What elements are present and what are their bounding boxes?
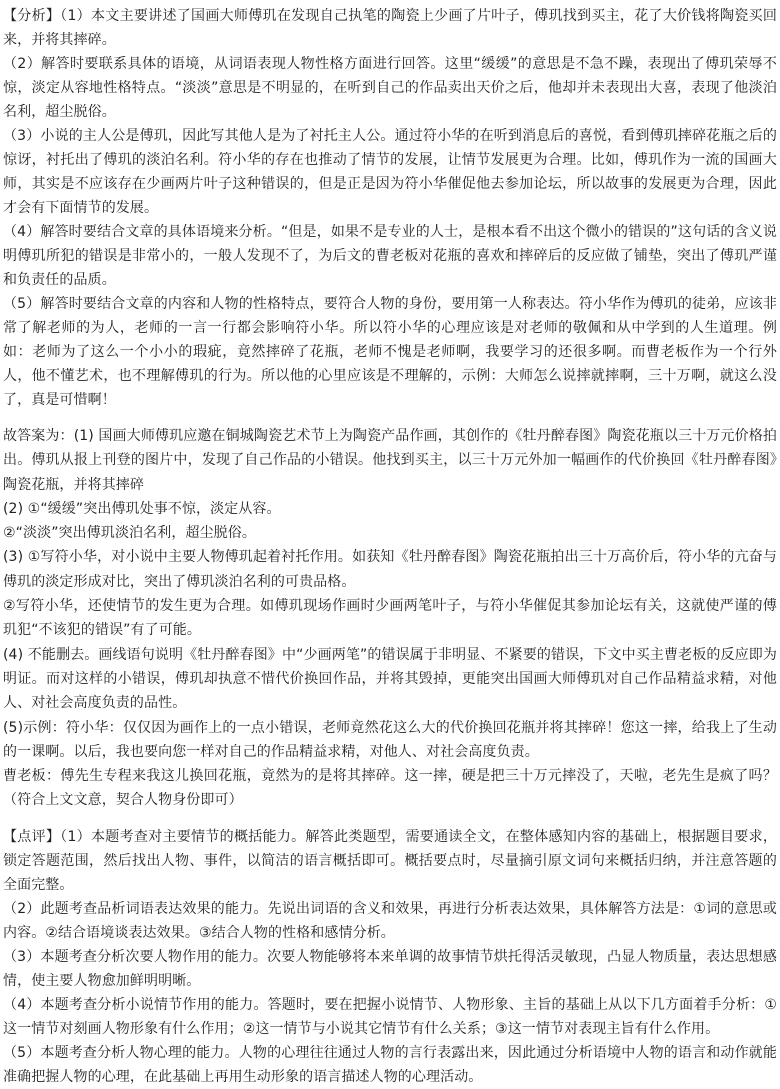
answer-paragraph: (2) ①“缓缓”突出傅玑处事不惊，淡定从容。 xyxy=(3,500,281,517)
answer-section xyxy=(3,424,777,813)
comment-paragraph: （5）本题考查分析人物心理的能力。人物的心理往往通过人物的言行表露出来，因此通过分析语境中人物的语言和动作就能准确把握人物的心理，在此基础上再用生动形象的语言描述人物的心理活动。 xyxy=(3,1044,777,1085)
comment-paragraph: 【点评】（1）本题考查对主要情节的概括能力。解答此类题型，需要通读全文，在整体感知内容的基础上，根据题目要求，锁定答题范围，然后找出人物、事件，以简洁的语言概括即可。概括要点时，尽量摘引原文词句来概括归纳，并注意答题的全面完整。 xyxy=(3,828,777,893)
answer-paragraph: ②“淡淡”突出傅玑淡泊名利，超尘脱俗。 xyxy=(3,525,256,542)
comment-paragraph: （3）本题考查分析次要人物作用的能力。次要人物能够将本来单调的故事情节烘托得活灵敏现，凸显人物质量，表达思想感情，使主要人物愈加鲜明明晰。 xyxy=(3,948,777,989)
analysis-paragraph: （3）小说的主人公是傅玑，因此写其他人是为了衬托主人公。通过符小华的在听到消息后的喜悦，看到傅玑摔碎花瓶之后的惊讶，衬托出了傅玑的淡泊名利。符小华的存在也推动了情节的发展，让情节发展更为合理。比如，傅玑作为一流的国画大师，其实是不应该存在少画两片叶子这种错误的，但是正是因为符小华催促他去参加论坛，所以故事的发展更为合理，因此才会有下面情节的发展。 xyxy=(3,128,777,216)
section-spacer xyxy=(3,412,777,424)
analysis-paragraph: （4）解答时要结合文章的具体语境来分析。“但是，如果不是专业的人士，是根本看不出这个微小的错误的”这句话的含义说明傅玑所犯的错误是非常小的，一般人发现不了，为后文的曹老板对花瓶的喜欢和摔碎后的反应做了铺垫，突出了傅玑严谨和负责任的品质。 xyxy=(3,224,777,288)
comment-section xyxy=(3,825,777,1089)
answer-paragraph: 故答案为：(1) 国画大师傅玑应邀在铜城陶瓷艺术节上为陶瓷产品作画，其创作的《牡丹醉春图》陶瓷花瓶以三十万元价格拍出。傅玑从报上刊登的图片中，发现了自己作品的小错误。他找到买主，以三十万元外加一幅画作的代价换回《牡丹醉春图》陶瓷花瓶，并将其摔碎 xyxy=(3,428,777,493)
analysis-paragraph: 【分析】（1）本文主要讲述了国画大师傅玑在发现自己执笔的陶瓷上少画了片叶子，傅玑找到买主，花了大价钱将陶瓷买回来，并将其摔碎。 xyxy=(3,8,777,48)
comment-paragraph: （2）此题考查品析词语表达效果的能力。先说出词语的含义和效果，再进行分析表达效果，具体解答方法是：①词的意思或内容。②结合语境谈表达效果。③结合人物的性格和感情分析。 xyxy=(3,900,777,941)
analysis-paragraph: （2）解答时要联系具体的语境，从词语表现人物性格方面进行回答。这里“缓缓”的意思是不急不躁，表现出了傅玑荣辱不惊，淡定从容地性格特点。“淡淡”意思是不明显的，在听到自己的作品卖出天价之后，他却并未表现出大喜，表现了他淡泊名利，超尘脱俗。 xyxy=(3,56,777,120)
analysis-section xyxy=(3,4,777,412)
answer-paragraph: 曹老板：傅先生专程来我这儿换回花瓶，竟然为的是将其摔碎。这一摔，硬是把三十万元摔没了，天啦，老先生是疯了吗？（符合上文文意，契合人物身份即可） xyxy=(3,768,777,809)
answer-paragraph: ②写符小华，还使情节的发生更为合理。如傅玑现场作画时少画两笔叶子，与符小华催促其参加论坛有关，这就使严谨的傅玑犯“不该犯的错误”有了可能。 xyxy=(3,598,777,639)
comment-paragraph: （4）本题考查分析小说情节作用的能力。答题时，要在把握小说情节、人物形象、主旨的基础上从以下几方面着手分析：①这一情节对刻画人物形象有什么作用；②这一情节与小说其它情节有什么关系；③这一情节对表现主旨有什么作用。 xyxy=(3,996,777,1037)
answer-paragraph: (5)示例：符小华：仅仅因为画作上的一点小错误，老师竟然花这么大的代价换回花瓶并将其摔碎！您这一摔，给我上了生动的一课啊。以后，我也要向您一样对自己的作品精益求精，对他人、对社会高度负责。 xyxy=(3,719,777,760)
answer-paragraph: (3) ①写符小华，对小说中主要人物傅玑起着衬托作用。如获知《牡丹醉春图》陶瓷花瓶拍出三十万高价后，符小华的亢奋与傅玑的淡定形成对比，突出了傅玑淡泊名利的可贵品格。 xyxy=(3,549,777,590)
section-spacer xyxy=(3,813,777,825)
analysis-paragraph: （5）解答时要结合文章的内容和人物的性格特点，要符合人物的身份，要用第一人称表达。符小华作为傅玑的徒弟，应该非常了解老师的为人，老师的一言一行都会影响符小华。所以符小华的心理应该是对老师的敬佩和从中学到的人生道理。例如：老师为了这么一个小小的瑕疵，竟然摔碎了花瓶，老师不愧是老师啊，我要学习的还很多啊。而曹老板作为一个行外人，他不懂艺术，也不理解傅玑的行为。所以他的心里应该是不理解的，示例：大师怎么说摔就摔啊，三十万啊，就这么没了，真是可惜啊！ xyxy=(3,296,777,408)
answer-paragraph: (4) 不能删去。画线语句说明《牡丹醉春图》中“少画两笔”的错误属于非明显、不紧要的错误，下文中买主曹老板的反应即为明证。而对这样的小错误，傅玑却执意不惜代价换回作品，并将其毁掉，更能突出国画大师傅玑对自己作品精益求精，对他人、对社会高度负责的品性。 xyxy=(3,646,777,712)
